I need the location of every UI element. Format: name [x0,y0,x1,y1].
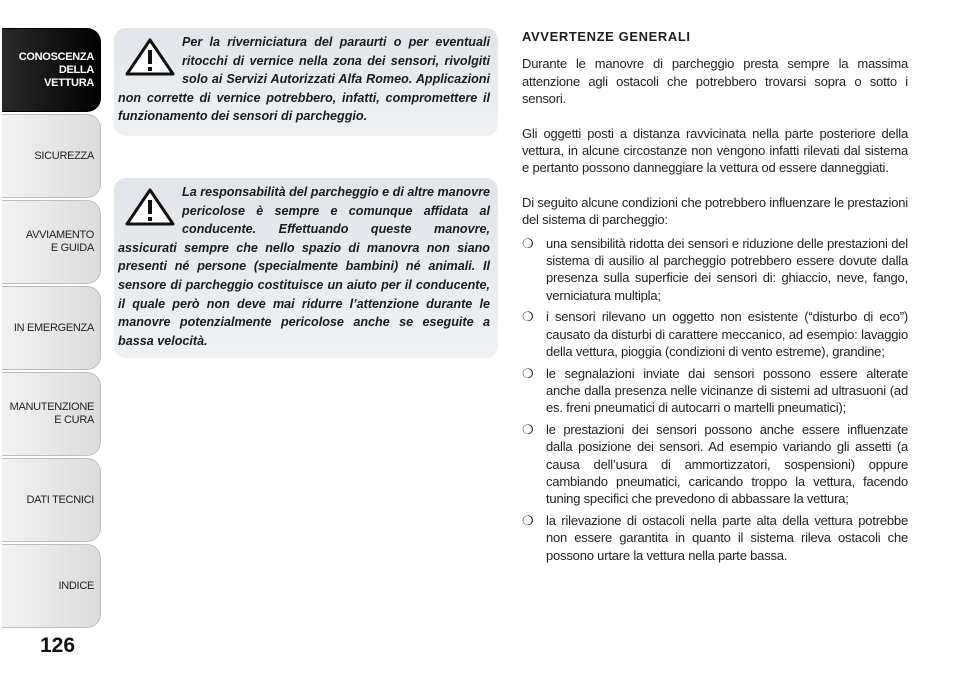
list-item [522,308,908,360]
tab-in-emergenza[interactable] [2,286,101,370]
list-item [522,421,908,508]
list-item [522,512,908,564]
tab-label-line: VETTURA [44,76,94,89]
list-item [522,365,908,417]
list-item-text: i sensori rilevano un oggetto non esistente (“disturbo di eco”) causato da disturbi di carattere meccanico, ad esempio: lavaggio della vettura, pioggia (condizioni di vento estreme), grandine; [546,309,908,360]
list-item-text: la rilevazione di ostacoli nella parte alta della vettura potrebbe non essere garantita in quanto il sistema rileva ostacoli che possono urtare la vettura nella parte bassa. [546,512,908,563]
list-item-text: le prestazioni dei sensori possono anche essere influenzate dalla posizione dei sensori. Ad esempio variando gli assetti (a causa dell’usura di ammortizzatori, sospensioni) oppure cambiando pneumatici, caricando troppo la vettura, facendo tuning specifici che prevedono di abbassare la vettura; [546,421,908,507]
tab-label-line: INDICE [58,579,94,592]
warning-triangle-icon [124,187,176,227]
tab-label-line: DELLA [58,63,94,76]
circle-bullet-icon: ❍ [522,512,534,528]
tab-label-line: MANUTENZIONE [9,401,94,413]
list-item-text: una sensibilità ridotta dei sensori e riduzione delle prestazioni del sistema di ausilio al parcheggio potrebbero essere dovute dalla presenza sulla superficie dei sensori di: ghiaccio, neve, fango, verniciatura multipla; [546,235,908,303]
tab-label-line: SICUREZZA [34,149,94,162]
page-number: 126 [40,634,76,657]
circle-bullet-icon: ❍ [522,421,534,437]
conditions-list [522,235,908,564]
circle-bullet-icon: ❍ [522,309,534,325]
warning-triangle-icon [124,37,176,77]
warning-box-responsibility [114,178,498,358]
tab-sicurezza[interactable] [2,114,101,198]
paragraph: Durante le manovre di parcheggio presta sempre la massima attenzione agli ostacoli che potrebbero trovarsi sopra o sotto i sensori. [522,56,908,107]
tab-label-line: E CURA [54,414,94,426]
tab-indice[interactable] [2,544,101,628]
paragraph: Di seguito alcune condizioni che potrebbero influenzare le prestazioni del sistema di parcheggio: [522,194,908,228]
tab-manutenzione-e-cura[interactable] [2,372,101,456]
warning-text: Per la riverniciatura del paraurti o per eventuali ritocchi di vernice nella zona dei sensori, rivolgiti solo ai Servizi Autorizzati Alfa Romeo. Applicazioni non corrette di vernice potrebbero, infatti, compromettere il funzionamento dei sensori di parcheggio. [118,35,490,124]
tab-label-line: DATI TECNICI [26,493,94,506]
tab-dati-tecnici[interactable] [2,458,101,542]
tab-conoscenza-della-vettura[interactable] [2,28,101,112]
tab-label-line: IN EMERGENZA [13,321,94,334]
list-item [522,235,908,305]
circle-bullet-icon: ❍ [522,365,534,381]
list-item-text: le segnalazioni inviate dai sensori possono essere alterate anche dalla presenza nelle vicinanze di sistemi ad ultrasuoni (ad es. freni pneumatici di autocarri o martelli pneumatici); [546,365,908,416]
paragraph: Gli oggetti posti a distanza ravvicinata nella parte posteriore della vettura, in alcune circostanze non vengono infatti rilevati dal sistema e pertanto possono danneggiare la vettura od essere danneggiati. [522,125,908,176]
warning-text: La responsabilità del parcheggio e di altre manovre pericolose è sempre e comunque affidata al conducente. Effettuando queste manovre, assicurati sempre che nello spazio di manovra non siano presenti né persone (specialmente bambini) né animali. Il sensore di parcheggio costituisce un aiuto per il conducente, il quale però non deve mai ridurre l’attenzione durante le manovre potenzialmente pericolose anche se eseguite a bassa velocità. [118,185,490,348]
tab-label-line: E GUIDA [50,242,94,254]
general-warnings-section [522,28,908,568]
tab-avviamento-e-guida[interactable] [2,200,101,284]
chapter-sidebar [2,28,101,632]
section-heading: AVVERTENZE GENERALI [522,29,691,44]
circle-bullet-icon: ❍ [522,235,534,251]
warning-box-repaint [114,28,498,136]
tab-label-line: CONOSCENZA [18,50,94,63]
tab-label-line: AVVIAMENTO [25,229,94,241]
